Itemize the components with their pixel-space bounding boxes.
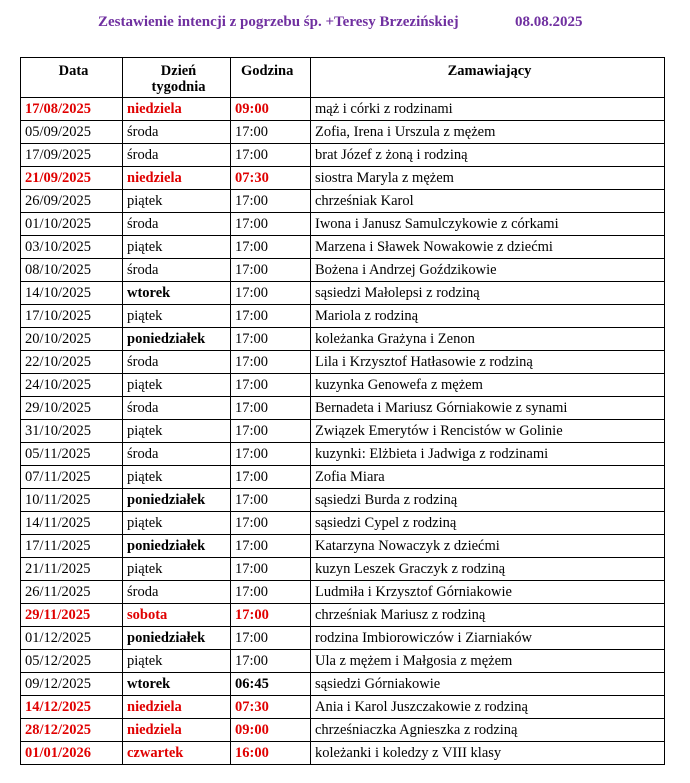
column-header-day-label: Dzień tygodnia — [151, 63, 206, 95]
table-row — [21, 696, 665, 719]
table-row — [21, 673, 665, 696]
time-cell: 17:00 — [231, 581, 311, 604]
column-header-orderer: Zamawiający — [311, 58, 665, 98]
table-row — [21, 420, 665, 443]
table-row — [21, 374, 665, 397]
time-cell: 06:45 — [231, 673, 311, 696]
orderer-cell: Związek Emerytów i Rencistów w Golinie — [311, 420, 665, 443]
date-cell: 01/10/2025 — [21, 213, 123, 236]
time-cell: 17:00 — [231, 121, 311, 144]
table-row — [21, 535, 665, 558]
time-cell: 07:30 — [231, 696, 311, 719]
day-cell: piątek — [123, 374, 231, 397]
orderer-cell: kuzynka Genowefa z mężem — [311, 374, 665, 397]
orderer-cell: Katarzyna Nowaczyk z dziećmi — [311, 535, 665, 558]
date-cell: 05/12/2025 — [21, 650, 123, 673]
date-cell: 17/09/2025 — [21, 144, 123, 167]
orderer-cell: Bożena i Andrzej Goździkowie — [311, 259, 665, 282]
date-cell: 01/12/2025 — [21, 627, 123, 650]
orderer-cell: kuzyn Leszek Graczyk z rodziną — [311, 558, 665, 581]
table-row — [21, 282, 665, 305]
day-cell: poniedziałek — [123, 535, 231, 558]
time-cell: 17:00 — [231, 213, 311, 236]
time-cell: 17:00 — [231, 466, 311, 489]
table-row — [21, 719, 665, 742]
date-cell: 03/10/2025 — [21, 236, 123, 259]
orderer-cell: Lila i Krzysztof Hatłasowie z rodziną — [311, 351, 665, 374]
time-cell: 17:00 — [231, 650, 311, 673]
day-cell: piątek — [123, 466, 231, 489]
day-cell: niedziela — [123, 98, 231, 121]
day-cell: piątek — [123, 558, 231, 581]
table-row — [21, 604, 665, 627]
column-header-day — [123, 58, 231, 98]
table-row — [21, 489, 665, 512]
orderer-cell: Bernadeta i Mariusz Górniakowie z synami — [311, 397, 665, 420]
day-cell: piątek — [123, 305, 231, 328]
orderer-cell: Ula z mężem i Małgosia z mężem — [311, 650, 665, 673]
time-cell: 16:00 — [231, 742, 311, 765]
table-row — [21, 259, 665, 282]
date-cell: 14/12/2025 — [21, 696, 123, 719]
day-cell: niedziela — [123, 696, 231, 719]
orderer-cell: Zofia Miara — [311, 466, 665, 489]
day-cell: piątek — [123, 236, 231, 259]
day-cell: środa — [123, 443, 231, 466]
table-header-row — [21, 58, 665, 98]
time-cell: 17:00 — [231, 190, 311, 213]
table-row — [21, 121, 665, 144]
time-cell: 17:00 — [231, 512, 311, 535]
table-row — [21, 167, 665, 190]
time-cell: 17:00 — [231, 443, 311, 466]
day-cell: poniedziałek — [123, 627, 231, 650]
time-cell: 07:30 — [231, 167, 311, 190]
date-cell: 05/11/2025 — [21, 443, 123, 466]
time-cell: 17:00 — [231, 558, 311, 581]
table-row — [21, 236, 665, 259]
orderer-cell: siostra Maryla z mężem — [311, 167, 665, 190]
table-row — [21, 397, 665, 420]
orderer-cell: sąsiedzi Małolepsi z rodziną — [311, 282, 665, 305]
day-cell: sobota — [123, 604, 231, 627]
date-cell: 29/10/2025 — [21, 397, 123, 420]
table-row — [21, 305, 665, 328]
time-cell: 17:00 — [231, 604, 311, 627]
table-row — [21, 443, 665, 466]
date-cell: 26/11/2025 — [21, 581, 123, 604]
day-cell: środa — [123, 144, 231, 167]
table-row — [21, 466, 665, 489]
time-cell: 17:00 — [231, 282, 311, 305]
orderer-cell: koleżanki i koledzy z VIII klasy — [311, 742, 665, 765]
orderer-cell: rodzina Imbiorowiczów i Ziarniaków — [311, 627, 665, 650]
table-row — [21, 190, 665, 213]
date-cell: 17/11/2025 — [21, 535, 123, 558]
table-row — [21, 650, 665, 673]
day-cell: poniedziałek — [123, 489, 231, 512]
date-cell: 21/11/2025 — [21, 558, 123, 581]
time-cell: 17:00 — [231, 397, 311, 420]
day-cell: środa — [123, 121, 231, 144]
orderer-cell: Marzena i Sławek Nowakowie z dziećmi — [311, 236, 665, 259]
table-body — [21, 98, 665, 765]
day-cell: piątek — [123, 420, 231, 443]
day-cell: niedziela — [123, 167, 231, 190]
orderer-cell: mąż i córki z rodzinami — [311, 98, 665, 121]
orderer-cell: Zofia, Irena i Urszula z mężem — [311, 121, 665, 144]
day-cell: środa — [123, 213, 231, 236]
day-cell: środa — [123, 259, 231, 282]
day-cell: piątek — [123, 512, 231, 535]
orderer-cell: Ania i Karol Juszczakowie z rodziną — [311, 696, 665, 719]
orderer-cell: chrześniaczka Agnieszka z rodziną — [311, 719, 665, 742]
orderer-cell: Iwona i Janusz Samulczykowie z córkami — [311, 213, 665, 236]
time-cell: 17:00 — [231, 236, 311, 259]
table-row — [21, 558, 665, 581]
title-date: 08.08.2025 — [515, 14, 583, 30]
date-cell: 10/11/2025 — [21, 489, 123, 512]
table-row — [21, 98, 665, 121]
date-cell: 31/10/2025 — [21, 420, 123, 443]
orderer-cell: chrześniak Mariusz z rodziną — [311, 604, 665, 627]
date-cell: 09/12/2025 — [21, 673, 123, 696]
orderer-cell: brat Józef z żoną i rodziną — [311, 144, 665, 167]
date-cell: 01/01/2026 — [21, 742, 123, 765]
date-cell: 17/08/2025 — [21, 98, 123, 121]
date-cell: 20/10/2025 — [21, 328, 123, 351]
day-cell: środa — [123, 581, 231, 604]
table-row — [21, 581, 665, 604]
orderer-cell: sąsiedzi Cypel z rodziną — [311, 512, 665, 535]
date-cell: 07/11/2025 — [21, 466, 123, 489]
day-cell: środa — [123, 397, 231, 420]
date-cell: 21/09/2025 — [21, 167, 123, 190]
orderer-cell: sąsiedzi Górniakowie — [311, 673, 665, 696]
date-cell: 29/11/2025 — [21, 604, 123, 627]
time-cell: 17:00 — [231, 489, 311, 512]
time-cell: 17:00 — [231, 305, 311, 328]
date-cell: 24/10/2025 — [21, 374, 123, 397]
time-cell: 09:00 — [231, 98, 311, 121]
day-cell: czwartek — [123, 742, 231, 765]
day-cell: wtorek — [123, 673, 231, 696]
time-cell: 17:00 — [231, 328, 311, 351]
table-row — [21, 213, 665, 236]
day-cell: poniedziałek — [123, 328, 231, 351]
date-cell: 08/10/2025 — [21, 259, 123, 282]
time-cell: 09:00 — [231, 719, 311, 742]
date-cell: 22/10/2025 — [21, 351, 123, 374]
column-header-time: Godzina — [231, 58, 311, 98]
time-cell: 17:00 — [231, 535, 311, 558]
time-cell: 17:00 — [231, 144, 311, 167]
table-row — [21, 627, 665, 650]
orderer-cell: sąsiedzi Burda z rodziną — [311, 489, 665, 512]
orderer-cell: kuzynki: Elżbieta i Jadwiga z rodzinami — [311, 443, 665, 466]
column-header-date: Data — [21, 58, 123, 98]
table-row — [21, 144, 665, 167]
table-row — [21, 742, 665, 765]
day-cell: środa — [123, 351, 231, 374]
date-cell: 05/09/2025 — [21, 121, 123, 144]
date-cell: 14/11/2025 — [21, 512, 123, 535]
orderer-cell: koleżanka Grażyna i Zenon — [311, 328, 665, 351]
orderer-cell: Ludmiła i Krzysztof Górniakowie — [311, 581, 665, 604]
time-cell: 17:00 — [231, 627, 311, 650]
date-cell: 17/10/2025 — [21, 305, 123, 328]
date-cell: 26/09/2025 — [21, 190, 123, 213]
time-cell: 17:00 — [231, 259, 311, 282]
day-cell: piątek — [123, 650, 231, 673]
time-cell: 17:00 — [231, 374, 311, 397]
day-cell: niedziela — [123, 719, 231, 742]
day-cell: wtorek — [123, 282, 231, 305]
orderer-cell: Mariola z rodziną — [311, 305, 665, 328]
table-row — [21, 328, 665, 351]
table-row — [21, 512, 665, 535]
date-cell: 14/10/2025 — [21, 282, 123, 305]
day-cell: piątek — [123, 190, 231, 213]
time-cell: 17:00 — [231, 420, 311, 443]
title-text: Zestawienie intencji z pogrzebu śp. +Teresy Brzezińskiej — [98, 14, 459, 30]
intentions-table — [20, 57, 665, 765]
date-cell: 28/12/2025 — [21, 719, 123, 742]
time-cell: 17:00 — [231, 351, 311, 374]
table-row — [21, 351, 665, 374]
orderer-cell: chrześniak Karol — [311, 190, 665, 213]
